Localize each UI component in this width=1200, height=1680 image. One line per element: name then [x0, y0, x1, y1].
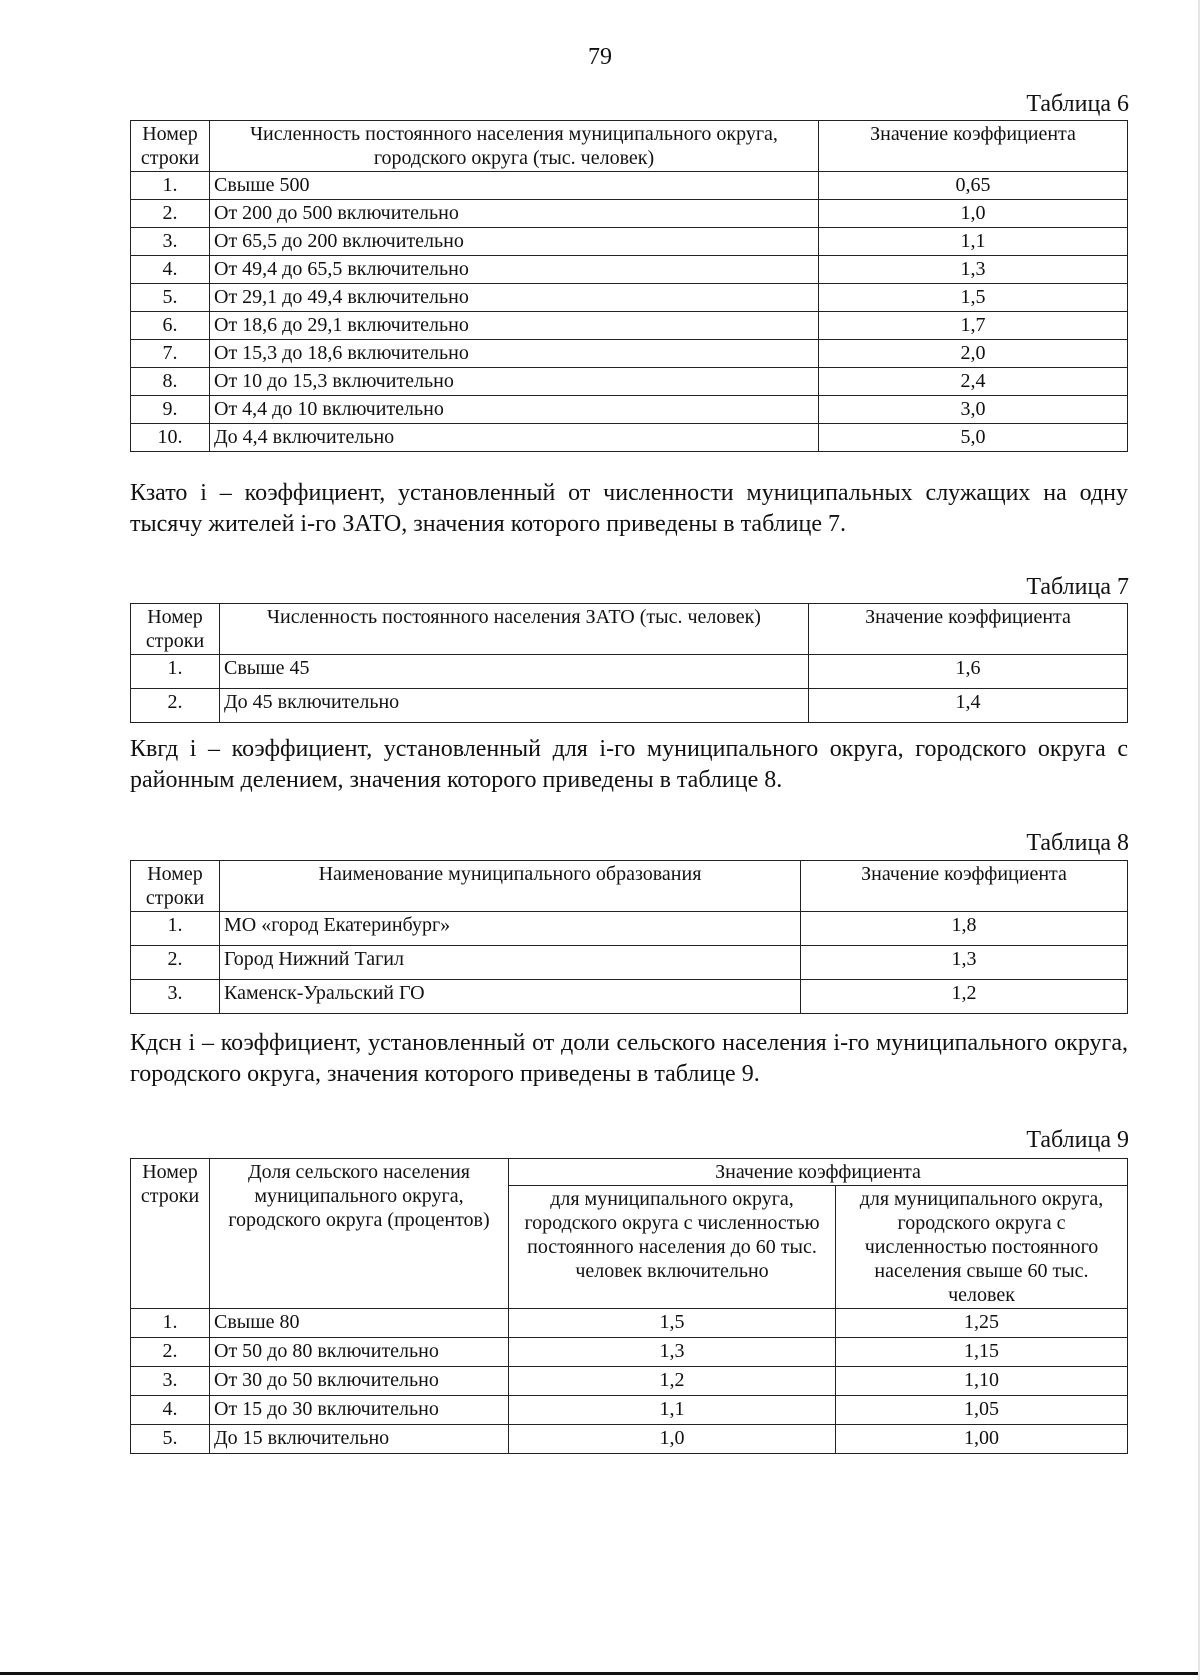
table8-header-row [131, 861, 1128, 912]
table7-header-value: Значение коэффициента [809, 604, 1128, 655]
table9-cell: 1,25 [836, 1309, 1128, 1338]
table6-cell: 9. [131, 396, 210, 424]
table8-cell: 3. [131, 980, 220, 1014]
table6-cell: От 4,4 до 10 включительно [210, 396, 819, 424]
table6-header-num: Номер строки [131, 121, 210, 172]
page-bottom-edge [0, 1672, 1200, 1675]
table8-cell: МО «город Екатеринбург» [220, 912, 801, 946]
table7-cell: 1. [131, 655, 220, 689]
table6-cell: 5,0 [819, 424, 1128, 452]
table6-row [131, 172, 1128, 200]
table6 [130, 120, 1128, 452]
table7-cell: Свыше 45 [220, 655, 809, 689]
table7-row [131, 689, 1128, 723]
table9-row [131, 1367, 1128, 1396]
paragraph-kdsn-text: Кдсн i – коэффициент, установленный от доли сельского населения i-го муниципального округа, городского округа, значения которого приведены в таблице 9. [130, 1030, 1128, 1087]
table8 [130, 860, 1128, 1014]
table8-header-name: Наименование муниципального образования [220, 861, 801, 912]
table9-cell: 1,3 [509, 1338, 836, 1367]
table6-row [131, 200, 1128, 228]
table6-row [131, 256, 1128, 284]
table6-cell: 3. [131, 228, 210, 256]
paragraph-kzato [130, 478, 1128, 540]
paragraph-kzato-text: Кзато i – коэффициент, установленный от численности муниципальных служащих на одну тысячу жителей i-го ЗАТО, значения которого приведены в таблице 7. [130, 480, 1128, 537]
paragraph-kdsn [130, 1028, 1128, 1090]
table9-cell: 1,15 [836, 1338, 1128, 1367]
table6-header-row [131, 121, 1128, 172]
table6-cell: 2. [131, 200, 210, 228]
table8-caption: Таблица 8 [1026, 830, 1129, 856]
table6-cell: 10. [131, 424, 210, 452]
table9-row [131, 1396, 1128, 1425]
table8-cell: Город Нижний Тагил [220, 946, 801, 980]
table6-cell: 2,4 [819, 368, 1128, 396]
table6-cell: 7. [131, 340, 210, 368]
table6-row [131, 284, 1128, 312]
table9-header-row-1 [131, 1159, 1128, 1186]
table8-header-num: Номер строки [131, 861, 220, 912]
table6-cell: 8. [131, 368, 210, 396]
table9-row [131, 1425, 1128, 1454]
table7-cell: 1,4 [809, 689, 1128, 723]
table8-cell: 1,3 [801, 946, 1128, 980]
table9-cell: 1. [131, 1309, 210, 1338]
page-number: 79 [588, 44, 612, 70]
table9-cell: 1,5 [509, 1309, 836, 1338]
table6-caption: Таблица 6 [1026, 91, 1129, 117]
table6-cell: 3,0 [819, 396, 1128, 424]
table7-cell: До 45 включительно [220, 689, 809, 723]
table6-cell: От 29,1 до 49,4 включительно [210, 284, 819, 312]
table8-cell: 1,2 [801, 980, 1128, 1014]
table6-row [131, 228, 1128, 256]
table7-header-num: Номер строки [131, 604, 220, 655]
table8-header-value: Значение коэффициента [801, 861, 1128, 912]
table7-row [131, 655, 1128, 689]
table9-header-value: Значение коэффициента [509, 1159, 1128, 1186]
table7-cell: 1,6 [809, 655, 1128, 689]
table8-cell: 1. [131, 912, 220, 946]
table9-cell: 4. [131, 1396, 210, 1425]
table9-cell: От 30 до 50 включительно [210, 1367, 509, 1396]
table9-cell: 2. [131, 1338, 210, 1367]
table6-cell: 6. [131, 312, 210, 340]
table6-cell: 1,5 [819, 284, 1128, 312]
table9-cell: До 15 включительно [210, 1425, 509, 1454]
table7-header-row [131, 604, 1128, 655]
table9-cell: 5. [131, 1425, 210, 1454]
table9-caption: Таблица 9 [1026, 1127, 1129, 1153]
table6-cell: 1. [131, 172, 210, 200]
paragraph-kvgd [130, 734, 1128, 796]
table6-cell: 1,3 [819, 256, 1128, 284]
table6-cell: 4. [131, 256, 210, 284]
table8-row [131, 912, 1128, 946]
table9-row [131, 1338, 1128, 1367]
table9-cell: 1,1 [509, 1396, 836, 1425]
table6-header-value: Значение коэффициента [819, 121, 1128, 172]
table9-cell: 1,00 [836, 1425, 1128, 1454]
table6-cell: 5. [131, 284, 210, 312]
table6-cell: 2,0 [819, 340, 1128, 368]
table9-header-sub-large: для муниципального округа, городского округа с численностью постоянного населения свыше 60 тыс. человек [836, 1186, 1128, 1309]
table6-row [131, 312, 1128, 340]
table8-row [131, 946, 1128, 980]
table6-cell: От 15,3 до 18,6 включительно [210, 340, 819, 368]
table6-cell: До 4,4 включительно [210, 424, 819, 452]
table9-header-num: Номер строки [131, 1159, 210, 1309]
table6-cell: От 10 до 15,3 включительно [210, 368, 819, 396]
table6-cell: От 49,4 до 65,5 включительно [210, 256, 819, 284]
paragraph-kvgd-text: Квгд i – коэффициент, установленный для i-го муниципального округа, городского округа с районным делением, значения которого приведены в таблице 8. [130, 736, 1128, 793]
table8-cell: 1,8 [801, 912, 1128, 946]
table6-row [131, 368, 1128, 396]
table6-cell: Свыше 500 [210, 172, 819, 200]
table9-cell: 1,0 [509, 1425, 836, 1454]
table9-cell: 1,05 [836, 1396, 1128, 1425]
table8-cell: Каменск-Уральский ГО [220, 980, 801, 1014]
table6-cell: От 65,5 до 200 включительно [210, 228, 819, 256]
table9-row [131, 1309, 1128, 1338]
table9 [130, 1158, 1128, 1454]
table6-cell: 1,1 [819, 228, 1128, 256]
table6-cell: 1,7 [819, 312, 1128, 340]
table9-header-sub-small: для муниципального округа, городского округа с численностью постоянного населения до 60 тыс. человек включительно [509, 1186, 836, 1309]
table6-row [131, 424, 1128, 452]
table9-header-share: Доля сельского населения муниципального округа, городского округа (процентов) [210, 1159, 509, 1309]
table8-row [131, 980, 1128, 1014]
table6-cell: 1,0 [819, 200, 1128, 228]
table9-cell: 1,2 [509, 1367, 836, 1396]
table7-header-population: Численность постоянного населения ЗАТО (тыс. человек) [220, 604, 809, 655]
table6-cell: 0,65 [819, 172, 1128, 200]
table9-cell: Свыше 80 [210, 1309, 509, 1338]
table6-header-population: Численность постоянного населения муниципального округа, городского округа (тыс. человек) [210, 121, 819, 172]
table9-cell: 3. [131, 1367, 210, 1396]
table7 [130, 603, 1128, 723]
table6-cell: От 200 до 500 включительно [210, 200, 819, 228]
table6-row [131, 340, 1128, 368]
table9-cell: От 50 до 80 включительно [210, 1338, 509, 1367]
table7-cell: 2. [131, 689, 220, 723]
table9-cell: От 15 до 30 включительно [210, 1396, 509, 1425]
table9-cell: 1,10 [836, 1367, 1128, 1396]
table7-caption: Таблица 7 [1026, 574, 1129, 600]
table6-cell: От 18,6 до 29,1 включительно [210, 312, 819, 340]
table8-cell: 2. [131, 946, 220, 980]
table6-row [131, 396, 1128, 424]
